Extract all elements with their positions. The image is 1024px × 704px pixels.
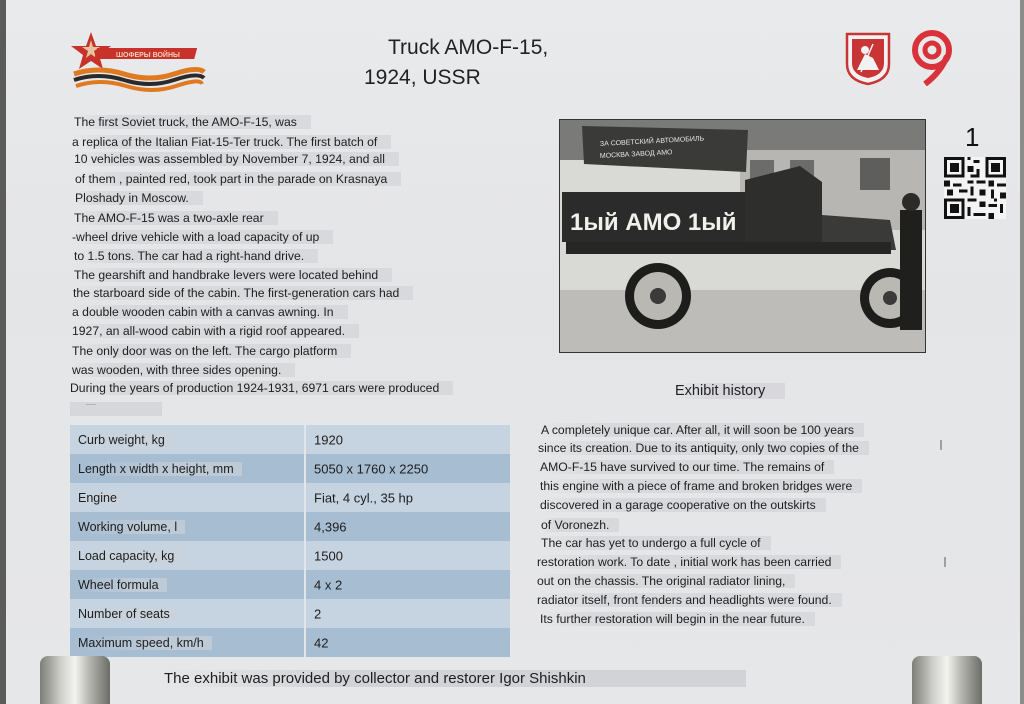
description-line: Ploshady in Moscow. — [75, 191, 203, 205]
emblem-banner-text: ШОФЕРЫ ВОЙНЫ — [116, 52, 180, 59]
spec-label: Number of seats — [78, 607, 178, 621]
spec-label: Working volume, l — [78, 520, 185, 534]
red-star-emblem — [68, 30, 208, 96]
tick-mark — [944, 557, 946, 567]
description-line: a replica of the Italian Fiat-15-Ter truck. The first batch of — [72, 135, 391, 149]
mounting-bolt — [40, 656, 110, 704]
history-line: restoration work. To date , initial work has been carried — [537, 555, 841, 569]
spec-label: Maximum speed, km/h — [78, 636, 212, 650]
history-line: since its creation. Due to its antiquity, only two copies of the — [538, 441, 869, 455]
description-line: the starboard side of the cabin. The first-generation cars had — [73, 286, 413, 300]
spec-value: 4,396 — [314, 519, 347, 534]
historic-truck-photo — [559, 119, 926, 353]
spec-value: 4 x 2 — [314, 577, 343, 592]
footer-credit: The exhibit was provided by collector and restorer Igor Shishkin — [164, 670, 746, 687]
title-line-1: Truck AMO-F-15, — [388, 36, 549, 59]
history-line: of Voronezh. — [541, 518, 619, 532]
spec-value: 5050 x 1760 x 2250 — [314, 461, 429, 476]
history-line: this engine with a piece of frame and broken bridges were — [540, 479, 862, 493]
spec-row — [70, 425, 510, 454]
history-title: Exhibit history — [675, 383, 785, 399]
svg-text:МОСКВА ЗАВОД АМО: МОСКВА ЗАВОД АМО — [599, 149, 673, 160]
description-line: a double wooden cabin with a canvas awning. In — [72, 305, 348, 319]
history-line: Its further restoration will begin in the near future. — [540, 612, 815, 626]
exhibit-number: 1 — [965, 122, 980, 152]
spec-value: 2 — [314, 606, 322, 621]
qr-code-icon[interactable] — [944, 157, 1006, 219]
description-line: of them , painted red, took part in the parade on Krasnaya — [75, 172, 401, 186]
description-line: 1927, an all-wood cabin with a rigid roof appeared. — [72, 324, 359, 338]
truck-side-text: 1ый АМО 1ый — [570, 209, 737, 236]
description-line: The gearshift and handbrake levers were located behind — [74, 268, 392, 282]
nine-logo-icon — [905, 28, 959, 86]
description-line: The AMO-F-15 was a two-axle rear — [74, 211, 278, 225]
description-line: was wooden, with three sides opening. — [72, 363, 295, 377]
history-line: The car has yet to undergo a full cycle of — [541, 536, 771, 550]
description-line: to 1.5 tons. The car had a right-hand drive. — [74, 249, 318, 263]
description-line: 10 vehicles was assembled by November 7, 1924, and all — [74, 152, 399, 166]
redaction-strip — [70, 402, 162, 416]
description-line: The only door was on the left. The cargo platform — [72, 344, 351, 358]
description-line: During the years of production 1924-1931, 6971 cars were produced — [70, 381, 453, 395]
plaque-right-edge — [1020, 0, 1024, 704]
description-line: The first Soviet truck, the AMO-F-15, was — [74, 115, 311, 129]
spec-label: Load capacity, kg — [78, 549, 182, 563]
history-line: AMO-F-15 have survived to our time. The remains of — [540, 460, 834, 474]
spec-row — [70, 541, 510, 570]
table-column-divider — [304, 425, 306, 657]
spec-label: Curb weight, kg — [78, 433, 173, 447]
spec-row — [70, 454, 510, 483]
history-line: A completely unique car. After all, it will soon be 100 years — [541, 423, 864, 437]
spec-value: 1920 — [314, 432, 343, 447]
plaque-left-edge — [0, 0, 6, 704]
specifications-table — [70, 425, 510, 657]
spec-value: 42 — [314, 635, 329, 650]
spec-label: Wheel formula — [78, 578, 167, 592]
spec-label: Length x width x height, mm — [78, 462, 242, 476]
history-line: out on the chassis. The original radiator lining, — [537, 574, 795, 588]
spec-row — [70, 628, 510, 657]
description-line: -wheel drive vehicle with a load capacity of up — [72, 230, 333, 244]
spec-label: Engine — [78, 491, 125, 505]
spec-row — [70, 483, 510, 512]
svg-text:ЗА СОВЕТСКИЙ АВТОМОБИЛЬ: ЗА СОВЕТСКИЙ АВТОМОБИЛЬ — [599, 135, 705, 148]
title-line-2: 1924, USSR — [364, 66, 481, 89]
spec-row — [70, 512, 510, 541]
history-line: radiator itself, front fenders and headlights were found. — [537, 593, 842, 607]
moscow-coat-of-arms-icon — [843, 30, 893, 86]
history-line: discovered in a garage cooperative on the outskirts — [540, 498, 826, 512]
spec-value: 1500 — [314, 548, 343, 563]
spec-row — [70, 570, 510, 599]
spec-row — [70, 599, 510, 628]
tick-mark — [940, 440, 942, 450]
spec-value: Fiat, 4 cyl., 35 hp — [314, 490, 413, 505]
mounting-bolt — [912, 656, 982, 704]
